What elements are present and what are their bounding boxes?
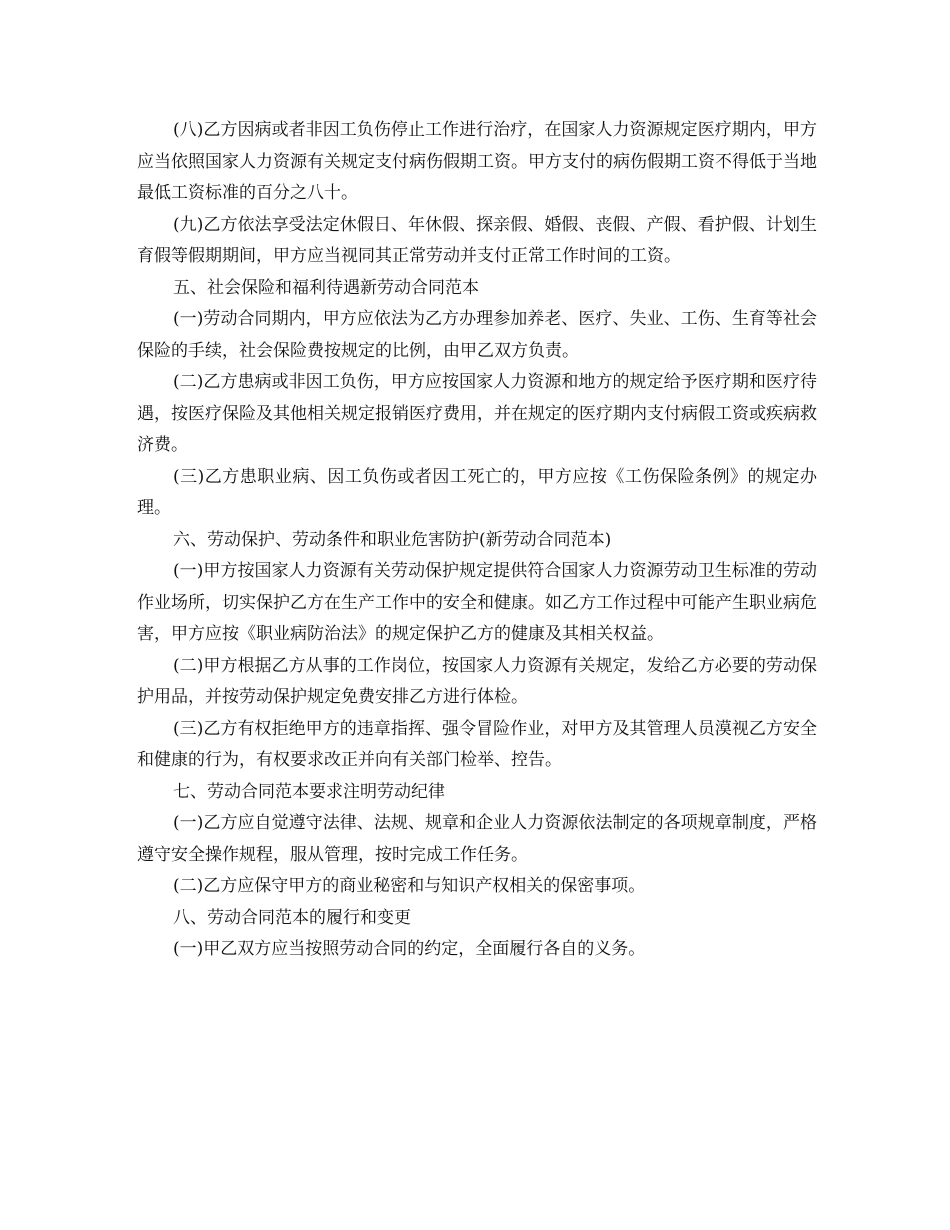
- paragraph-labor-discipline-2: (二)乙方应保守甲方的商业秘密和与知识产权相关的保密事项。: [173, 876, 646, 896]
- section-heading-performance-change: 八、劳动合同范本的履行和变更: [173, 907, 411, 928]
- paragraph-8-sick-leave-pay: (八)乙方因病或者非因工负伤停止工作进行治疗，在国家人力资源规定医疗期内，甲方应当依照国家人力资源有关规定支付病伤假期工资。甲方支付的病伤假期工资不得低于当地最低工资标准的百分之八十。: [137, 120, 817, 203]
- section-heading-labor-discipline: 七、劳动合同范本要求注明劳动纪律: [173, 781, 445, 802]
- paragraph-labor-discipline-1: (一)乙方应自觉遵守法律、法规、规章和企业人力资源依法制定的各项规章制度，严格遵守安全操作规程，服从管理，按时完成工作任务。: [137, 813, 817, 865]
- section-heading-social-insurance: 五、社会保险和福利待遇新劳动合同范本: [173, 277, 479, 298]
- paragraph-9-statutory-leave: (九)乙方依法享受法定休假日、年休假、探亲假、婚假、丧假、产假、看护假、计划生育假等假期期间，甲方应当视同其正常劳动并支付正常工作时间的工资。: [137, 214, 817, 266]
- paragraph-performance-1: (一)甲乙双方应当按照劳动合同的约定，全面履行各自的义务。: [173, 939, 646, 959]
- paragraph-labor-protection-3: (三)乙方有权拒绝甲方的违章指挥、强令冒险作业，对甲方及其管理人员漠视乙方安全和健康的行为，有权要求改正并向有关部门检举、控告。: [137, 718, 817, 770]
- section-heading-labor-protection: 六、劳动保护、劳动条件和职业危害防护(新劳动合同范本): [173, 529, 612, 550]
- paragraph-social-insurance-1: (一)劳动合同期内，甲方应依法为乙方办理参加养老、医疗、失业、工伤、生育等社会保险的手续，社会保险费按规定的比例，由甲乙双方负责。: [137, 309, 817, 361]
- paragraph-social-insurance-2: (二)乙方患病或非因工负伤，甲方应按国家人力资源和地方的规定给予医疗期和医疗待遇，按医疗保险及其他相关规定报销医疗费用，并在规定的医疗期内支付病假工资或疾病救济费。: [137, 372, 817, 455]
- paragraph-social-insurance-3: (三)乙方患职业病、因工负伤或者因工死亡的，甲方应按《工伤保险条例》的规定办理。: [137, 466, 817, 518]
- paragraph-labor-protection-1: (一)甲方按国家人力资源有关劳动保护规定提供符合国家人力资源劳动卫生标准的劳动作业场所，切实保护乙方在生产工作中的安全和健康。如乙方工作过程中可能产生职业病危害，甲方应按《职业病防治法》的规定保护乙方的健康及其相关权益。: [137, 561, 817, 644]
- document-body: [137, 115, 817, 966]
- paragraph-labor-protection-2: (二)甲方根据乙方从事的工作岗位，按国家人力资源有关规定，发给乙方必要的劳动保护用品，并按劳动保护规定免费安排乙方进行体检。: [137, 655, 817, 707]
